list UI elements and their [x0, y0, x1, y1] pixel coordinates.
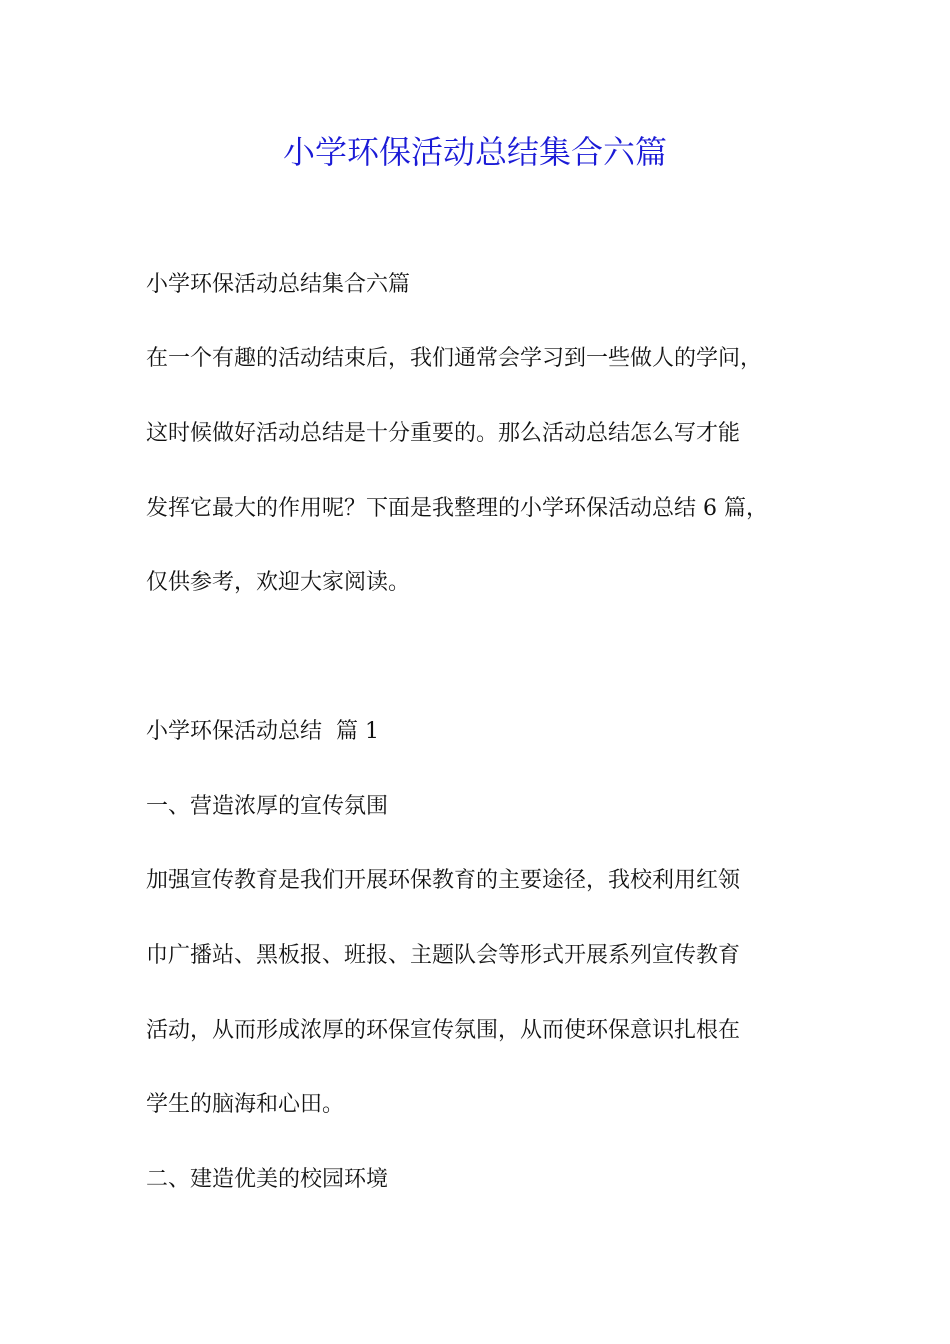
document-subtitle: 小学环保活动总结集合六篇	[146, 272, 411, 297]
item-heading: 一、营造浓厚的宣传氛围	[146, 794, 389, 819]
body-line: 学生的脑海和心田。	[146, 1092, 345, 1117]
body-line: 加强宣传教育是我们开展环保教育的主要途径，我校利用红领	[146, 868, 741, 893]
intro-line: 在一个有趣的活动结束后，我们通常会学习到一些做人的学问，	[146, 346, 763, 371]
body-line: 活动，从而形成浓厚的环保宣传氛围，从而使环保意识扎根在	[146, 1018, 741, 1043]
item-heading: 二、建造优美的校园环境	[146, 1167, 389, 1192]
page-title: 小学环保活动总结集合六篇	[282, 133, 667, 171]
intro-line: 发挥它最大的作用呢？下面是我整理的小学环保活动总结 6 篇，	[146, 496, 768, 521]
body-line: 巾广播站、黑板报、班报、主题队会等形式开展系列宣传教育	[146, 943, 741, 968]
section-heading: 小学环保活动总结 篇 1	[146, 719, 379, 744]
intro-line: 仅供参考，欢迎大家阅读。	[146, 570, 411, 595]
intro-line: 这时候做好活动总结是十分重要的。那么活动总结怎么写才能	[146, 421, 741, 446]
